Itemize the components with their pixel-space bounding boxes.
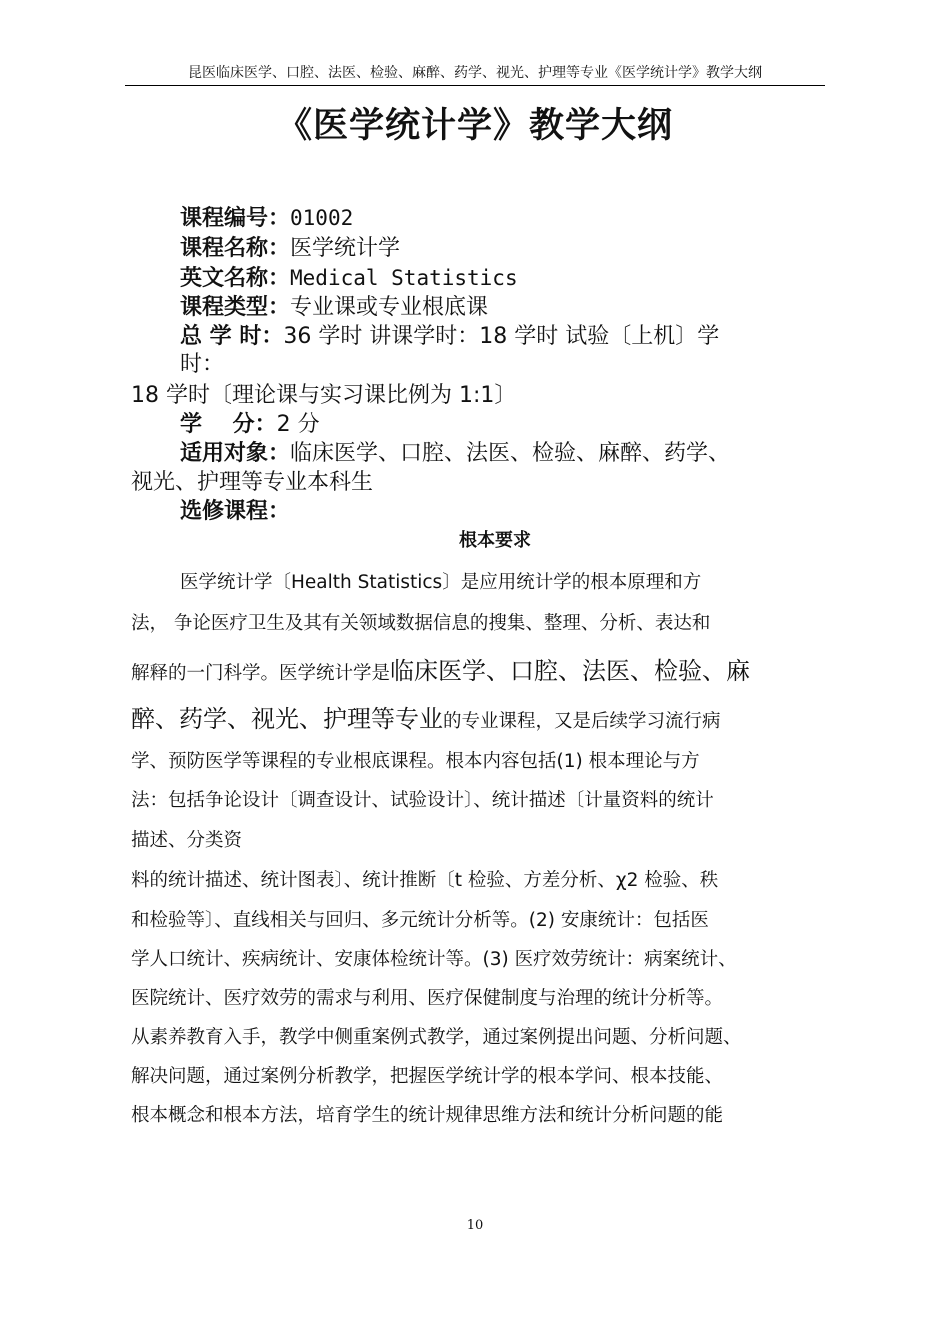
target-row <box>180 439 730 468</box>
paragraph-segment: 解释的一门科学。医学统计学是 <box>131 663 391 684</box>
target-label: 适用对象： <box>180 441 291 466</box>
document-title: 《医学统计学》教学大纲 <box>276 106 673 146</box>
running-header: 昆医临床医学、口腔、法医、检验、麻醉、药学、视光、护理等专业《医学统计学》教学大纲 <box>125 63 825 86</box>
credit-label: 学 分： <box>180 412 277 437</box>
target-line2: 视光、护理等专业本科生 <box>131 470 374 495</box>
total-hours-continued: 时： <box>180 352 225 377</box>
paragraph-line: 和检验等〕、直线相关与回归、多元统计分析等。(2) 安康统计：包括医 <box>131 910 709 931</box>
paragraph-line: 从素养教育入手，教学中侧重案例式教学，通过案例提出问题、分析问题、 <box>131 1027 742 1048</box>
paragraph-emphasis: 醉、药学、视光、护理等专业 <box>131 705 443 733</box>
course-name-label: 课程名称： <box>180 236 291 261</box>
paragraph-line: 法：包括争论设计〔调查设计、试验设计〕、统计描述〔计量资料的统计 <box>131 790 714 811</box>
english-name-value: Medical Statistics <box>290 266 518 290</box>
paragraph-line: 描述、分类资 <box>131 830 243 851</box>
course-name-value: 医学统计学 <box>290 236 401 261</box>
elective-label: 选修课程： <box>180 499 291 524</box>
course-name-row <box>180 234 400 263</box>
english-name-row <box>180 264 518 293</box>
paragraph-emphasis: 临床医学、口腔、法医、检验、麻 <box>390 657 751 685</box>
paragraph-line: 法， 争论医疗卫生及其有关领域数据信息的搜集、整理、分析、表达和 <box>131 613 711 634</box>
total-hours-value: 36 学时 讲课学时：18 学时 试验〔上机〕学 <box>283 324 720 349</box>
course-code-label: 课程编号： <box>180 206 291 231</box>
paragraph-line: 解决问题，通过案例分析教学，把握医学统计学的根本学问、根本技能、 <box>131 1066 724 1087</box>
course-code-row <box>180 204 353 233</box>
paragraph-line: 医学统计学〔Health Statistics〕是应用统计学的根本原理和方 <box>180 572 702 593</box>
course-type-row <box>180 293 488 322</box>
credit-row <box>180 410 320 439</box>
paragraph-line: 医院统计、医疗效劳的需求与利用、医疗保健制度与治理的统计分析等。 <box>131 988 724 1009</box>
target-value: 临床医学、口腔、法医、检验、麻醉、药学、 <box>290 441 731 466</box>
paragraph-line: 学、预防医学等课程的专业根底课程。根本内容包括(1) 根本理论与方 <box>131 751 700 772</box>
page-number: 10 <box>466 1218 484 1233</box>
credit-value: 2 分 <box>276 412 320 437</box>
total-hours-label: 总 学 时： <box>180 324 284 349</box>
elective-row <box>180 497 290 526</box>
paragraph-line <box>131 657 751 685</box>
paragraph-line: 学人口统计、疾病统计、安康体检统计等。(3) 医疗效劳统计：病案统计、 <box>131 949 737 970</box>
paragraph-segment: 的专业课程，又是后续学习流行病 <box>443 711 721 732</box>
course-type-value: 专业课或专业根底课 <box>290 295 489 320</box>
total-hours-line2: 18 学时〔理论课与实习课比例为 1:1〕 <box>131 383 517 408</box>
total-hours-row <box>180 322 719 351</box>
course-type-label: 课程类型： <box>180 295 291 320</box>
section-heading: 根本要求 <box>459 530 531 551</box>
course-code-value: 01002 <box>290 206 354 230</box>
english-name-label: 英文名称： <box>180 266 291 291</box>
paragraph-line: 根本概念和根本方法，培育学生的统计规律思维方法和统计分析问题的能 <box>131 1105 724 1126</box>
paragraph-line: 料的统计描述、统计图表〕、统计推断〔t 检验、方差分析、χ2 检验、秩 <box>131 870 719 891</box>
paragraph-line <box>131 705 721 733</box>
